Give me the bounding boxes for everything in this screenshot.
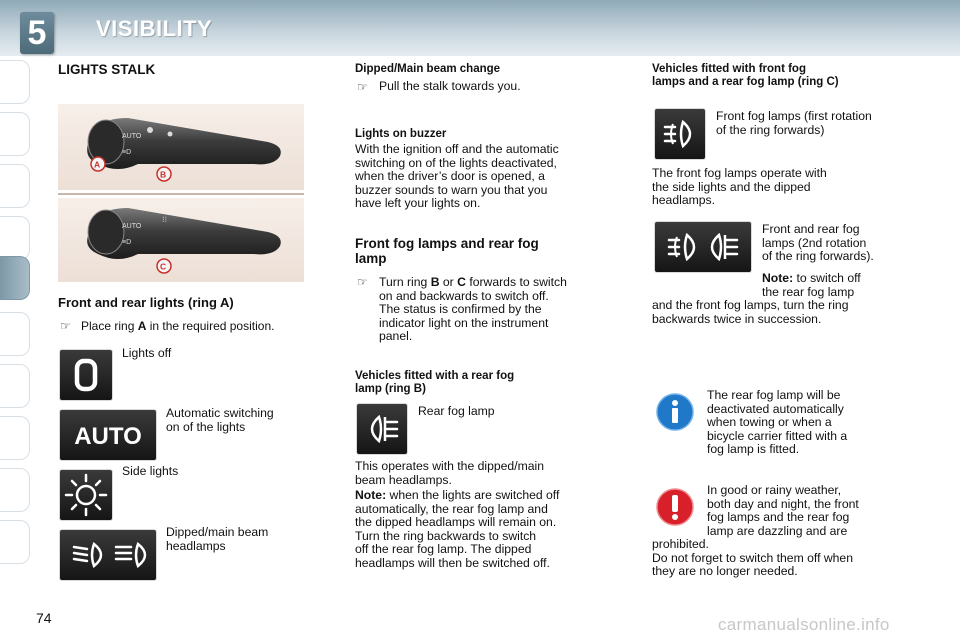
- chapter-tab[interactable]: [0, 364, 30, 408]
- right-note-body: and the front fog lamps, turn the ring backwards twice in succession.: [652, 298, 849, 326]
- bullet-hand-icon: ☞: [357, 275, 368, 289]
- svg-text:≡D: ≡D: [122, 239, 132, 246]
- chapter-tab-active[interactable]: [0, 256, 30, 300]
- svg-text:AUTO: AUTO: [122, 133, 142, 140]
- side-lights-icon: [60, 470, 112, 520]
- front-rear-label: Front and rear fog lamps (2nd rotation of the ring forwards).: [762, 222, 874, 264]
- chapter-tab[interactable]: [0, 60, 30, 104]
- buzzer-heading: Lights on buzzer: [355, 128, 447, 140]
- side-lights-label: Side lights: [122, 464, 179, 478]
- chapter-tab[interactable]: [0, 216, 30, 260]
- rear-fog-heading: Vehicles fitted with a rear fog lamp (ring B): [355, 370, 515, 395]
- header-band: [0, 0, 960, 56]
- front-rear-fog-icon: [655, 222, 751, 272]
- chapter-tab[interactable]: [0, 112, 30, 156]
- chapter-tab[interactable]: [0, 468, 30, 512]
- ring-a-heading: Front and rear lights (ring A): [58, 295, 234, 310]
- svg-text:AUTO: AUTO: [122, 223, 142, 230]
- svg-text:≡D: ≡D: [122, 149, 132, 156]
- front-fog-icon: [655, 109, 705, 159]
- chapter-number: 5: [27, 14, 47, 52]
- info-icon: [655, 392, 695, 432]
- svg-text:C: C: [160, 261, 167, 272]
- page-number: 74: [36, 610, 52, 626]
- warning-text: In good or rainy weather, both day and night, the front fog lamps and the rear fog lamp are dazzling and are: [707, 483, 859, 538]
- warning-icon: [655, 487, 695, 527]
- svg-text:⁝⁝: ⁝⁝: [162, 215, 168, 224]
- warning-text-full: prohibited. Do not forget to switch them off when they are no longer needed.: [652, 537, 853, 579]
- fog-heading: Front fog lamps and rear fog lamp: [355, 236, 539, 266]
- rear-fog-icon: [357, 404, 407, 454]
- page-title: VISIBILITY: [96, 16, 213, 41]
- bullet-hand-icon: ☞: [357, 80, 368, 94]
- chapter-tab[interactable]: [0, 520, 30, 564]
- section-title: LIGHTS STALK: [58, 62, 156, 77]
- dipped-beam-icon: [60, 530, 156, 580]
- chapter-tab[interactable]: [0, 416, 30, 460]
- front-fog-label: Front fog lamps (first rotation of the ring forwards): [716, 109, 872, 137]
- watermark: carmanualsonline.info: [718, 615, 890, 634]
- rear-fog-lamp-label: Rear fog lamp: [418, 404, 495, 418]
- lights-off-icon: [60, 350, 112, 400]
- front-fog-text: The front fog lamps operate with the side lights and the dipped headlamps.: [652, 166, 827, 208]
- svg-text:A: A: [94, 159, 101, 170]
- middle-note: Note: when the lights are switched off automatically, the rear fog lamp and the dipped headlamps will remain on. Turn the ring backwards to switch off the rear fog lamp. The dipped headlamps will then be switched off.: [355, 488, 560, 570]
- svg-text:B: B: [160, 169, 167, 180]
- buzzer-text: With the ignition off and the automatic switching on of the lights deactivated, when the driver’s door is opened, a buzzer sounds to warn you that you have left your lights on.: [355, 142, 559, 211]
- fog-bullet: Turn ring B or C forwards to switch on and backwards to switch off. The status is confirmed by the indicator light on the instrument panel.: [379, 275, 567, 344]
- info-text: The rear fog lamp will be deactivated automatically when towing or when a bicycle carrier fitted with a fog lamp is fitted.: [707, 388, 848, 457]
- chapter-tab[interactable]: [0, 164, 30, 208]
- dipped-main-bullet: Pull the stalk towards you.: [379, 79, 521, 93]
- dipped-label: Dipped/main beam headlamps: [166, 525, 269, 553]
- auto-icon: [60, 410, 156, 460]
- bullet-hand-icon: ☞: [60, 319, 71, 333]
- operates-text: This operates with the dipped/main beam headlamps.: [355, 459, 545, 487]
- front-fog-heading: Vehicles fitted with front fog lamps and a rear fog lamp (ring C): [652, 63, 839, 88]
- chapter-badge: [20, 12, 54, 54]
- ring-a-bullet: Place ring A in the required position.: [81, 319, 275, 333]
- automatic-label: Automatic switching on of the lights: [166, 406, 274, 434]
- chapter-tab[interactable]: [0, 312, 30, 356]
- dipped-main-heading: Dipped/Main beam change: [355, 63, 501, 75]
- right-note-head: Note: to switch off the rear fog lamp: [762, 271, 861, 299]
- lights-off-label: Lights off: [122, 346, 172, 360]
- stalk-illustration: [58, 104, 304, 282]
- stalk-photo: [58, 104, 304, 282]
- chapter-tabs: [0, 60, 34, 580]
- auto-tile-text: AUTO: [74, 423, 142, 450]
